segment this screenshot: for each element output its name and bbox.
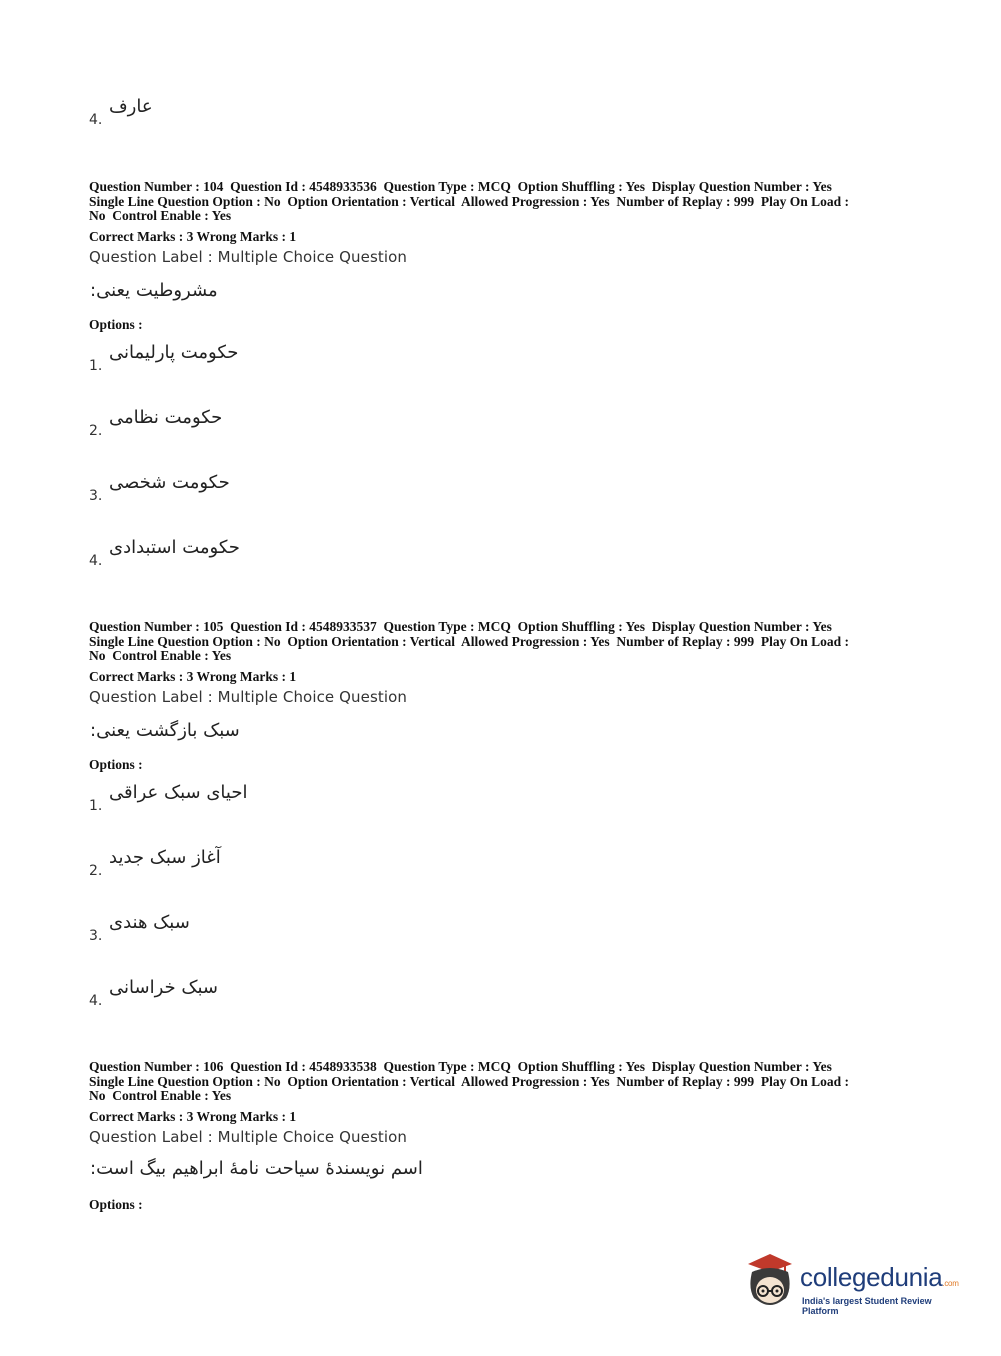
- option-text: حکومت پارلیمانی: [109, 342, 239, 363]
- question-text: مشروطیت یعنی:: [90, 280, 218, 301]
- option-number: 2.: [89, 423, 103, 439]
- option-text: آغاز سبک جدید: [109, 847, 221, 868]
- option-text: حکومت نظامی: [109, 407, 223, 428]
- question-meta: Question Number : 105 Question Id : 4548933537 Question Type : MCQ Option Shuffling : Yes Display Question Number : Yes Single Line Question Option : No Option Orientation : Vertical Allowed Progression : Yes Number of Replay : 999 Play On Load : No Control Enable : Yes: [89, 619, 850, 664]
- option-number: 4.: [89, 112, 103, 128]
- question-marks: Correct Marks : 3 Wrong Marks : 1: [89, 229, 297, 244]
- option-number: 4.: [89, 553, 103, 569]
- option-number: 1.: [89, 798, 103, 814]
- option-number: 1.: [89, 358, 103, 374]
- brand-suffix: .com: [942, 1279, 959, 1288]
- option-text: حکومت استبدادی: [109, 537, 240, 558]
- option-text: عارف: [109, 96, 153, 117]
- option-text: سبک هندی: [109, 912, 190, 933]
- brand-tagline: India's largest Student Review Platform: [802, 1296, 932, 1316]
- question-text: اسم نویسندهٔ سیاحت نامهٔ ابراهیم بیگ است:: [90, 1158, 423, 1179]
- option-number: 4.: [89, 993, 103, 1009]
- question-meta: Question Number : 106 Question Id : 4548933538 Question Type : MCQ Option Shuffling : Yes Display Question Number : Yes Single Line Question Option : No Option Orientation : Vertical Allowed Progression : Yes Number of Replay : 999 Play On Load : No Control Enable : Yes: [89, 1059, 850, 1104]
- options-heading: Options :: [89, 317, 143, 332]
- options-heading: Options :: [89, 757, 143, 772]
- question-marks: Correct Marks : 3 Wrong Marks : 1: [89, 1109, 297, 1124]
- options-heading: Options :: [89, 1197, 143, 1212]
- question-label: Question Label : Multiple Choice Question: [89, 248, 408, 266]
- mascot-icon: [740, 1250, 798, 1312]
- brand-text: collegedunia: [800, 1262, 943, 1292]
- question-meta: Question Number : 104 Question Id : 4548933536 Question Type : MCQ Option Shuffling : Yes Display Question Number : Yes Single Line Question Option : No Option Orientation : Vertical Allowed Progression : Yes Number of Replay : 999 Play On Load : No Control Enable : Yes: [89, 179, 850, 224]
- question-text: سبک بازگشت یعنی:: [90, 720, 240, 741]
- question-label: Question Label : Multiple Choice Question: [89, 1128, 408, 1146]
- option-number: 2.: [89, 863, 103, 879]
- option-number: 3.: [89, 928, 103, 944]
- option-text: سبک خراسانی: [109, 977, 218, 998]
- brand-name: [800, 1262, 959, 1293]
- option-text: حکومت شخصی: [109, 472, 230, 493]
- option-text: احیای سبک عراقی: [109, 782, 248, 803]
- collegedunia-logo: [740, 1250, 970, 1315]
- option-number: 3.: [89, 488, 103, 504]
- question-label: Question Label : Multiple Choice Question: [89, 688, 408, 706]
- question-marks: Correct Marks : 3 Wrong Marks : 1: [89, 669, 297, 684]
